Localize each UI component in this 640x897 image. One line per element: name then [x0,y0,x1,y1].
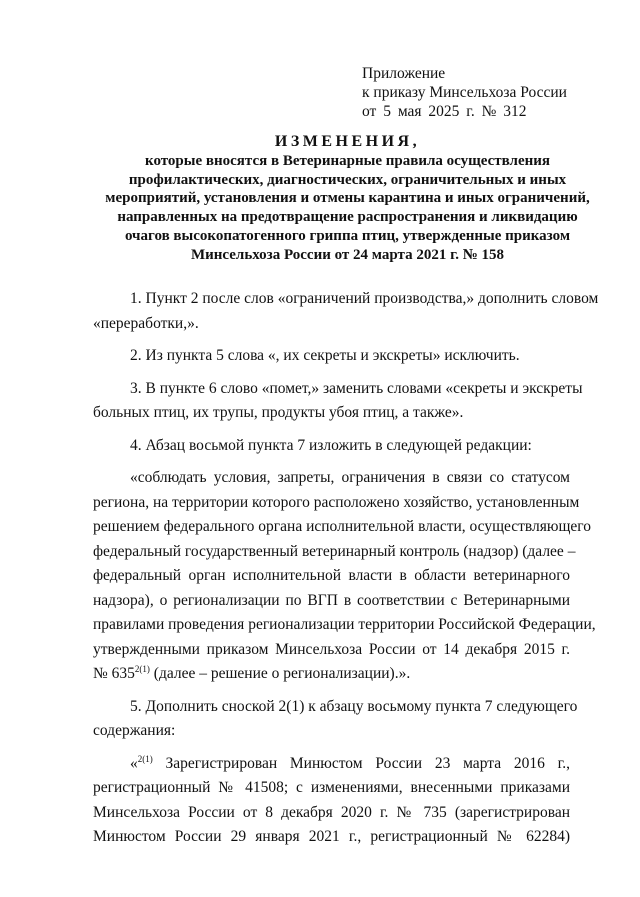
document-heading [95,132,600,264]
text-line: 3. В пункте 6 слово «помет,» заменить словами «секреты и экскреты [130,379,583,397]
appendix-date: от 5 мая 2025 г. № 312 [362,103,527,120]
text-line: утвержденными приказом Минсельхоза России от 14 декабря 2015 г. [93,640,570,658]
paragraph-4 [93,434,570,459]
text-fragment: Зарегистрирован Минюстом России 23 марта 2016 г., [152,754,570,772]
text-line [93,752,570,777]
text-line: содержания: [93,722,176,739]
heading-subtitle-line: профилактических, диагностических, ограничительных и иных [128,171,567,188]
paragraph-3 [93,377,583,426]
footnote-marker: 2(1) [134,664,150,674]
text-line: федеральный государственный ветеринарный контроль (надзор) (далее – [93,542,576,560]
paragraph-2 [93,344,570,369]
document-title: ИЗМЕНЕНИЯ, [274,133,421,150]
heading-subtitle-line: мероприятий, установления и отмены карантина и иных ограничений, [105,190,590,207]
heading-subtitle-line: Минсельхоза России от 24 марта 2021 г. № 158 [190,246,505,263]
heading-subtitle-line: направленных на предотвращение распространения и ликвидацию [117,209,578,226]
paragraph-quoted-text [93,466,596,687]
text-line: «переработки,». [93,314,199,332]
text-line: региона, на территории которого расположено хозяйство, установленным [93,493,580,511]
paragraph-footnote-text [93,752,570,850]
footnote-marker: 2(1) [137,753,153,764]
text-line: правилами проведения регионализации территории Российской Федерации, [93,616,596,633]
text-line: Минюстом России 29 января 2021 г., регистрационный № 62284) [93,828,570,845]
text-line: регистрационный № 41508; с изменениями, внесенными приказами [93,779,570,796]
paragraph-1 [93,287,599,336]
text-line: 2. Из пункта 5 слова «, их секреты и экскреты» исключить. [130,347,520,364]
text-fragment: (далее – решение о регионализации).». [149,665,411,682]
text-line: 1. Пункт 2 после слов «ограничений производства,» дополнить словом [130,290,599,307]
text-line [93,662,570,687]
text-line: 5. Дополнить сноской 2(1) к абзацу восьмому пункта 7 следующего [130,697,578,715]
appendix-order-ref: к приказу Минсельхоза России [362,84,567,101]
text-line: федеральный орган исполнительной власти в области ветеринарного [93,567,570,584]
text-line: Минсельхоза России от 8 декабря 2020 г. № 735 (зарегистрирован [93,803,570,821]
text-line: решением федерального органа исполнительной власти, осуществляющего [93,518,592,535]
text-line: «соблюдать условия, запреты, ограничения в связи со статусом [130,469,570,486]
text-line: надзора), о регионализации по ВГП в соответствии с Ветеринарными [93,591,570,609]
heading-subtitle-line: которые вносятся в Ветеринарные правила осуществления [145,153,550,169]
text-fragment: « [130,754,138,772]
appendix-label: Приложение [362,65,446,82]
heading-subtitle-line: очагов высокопатогенного гриппа птиц, утвержденные приказом [124,227,571,244]
text-line: 4. Абзац восьмой пункта 7 изложить в следующей редакции: [130,436,532,454]
text-line: больных птиц, их трупы, продукты убоя птиц, а также». [93,404,464,421]
document-body [93,287,599,850]
appendix-block [362,64,567,121]
paragraph-5 [93,695,578,744]
text-fragment: № 635 [93,665,135,682]
